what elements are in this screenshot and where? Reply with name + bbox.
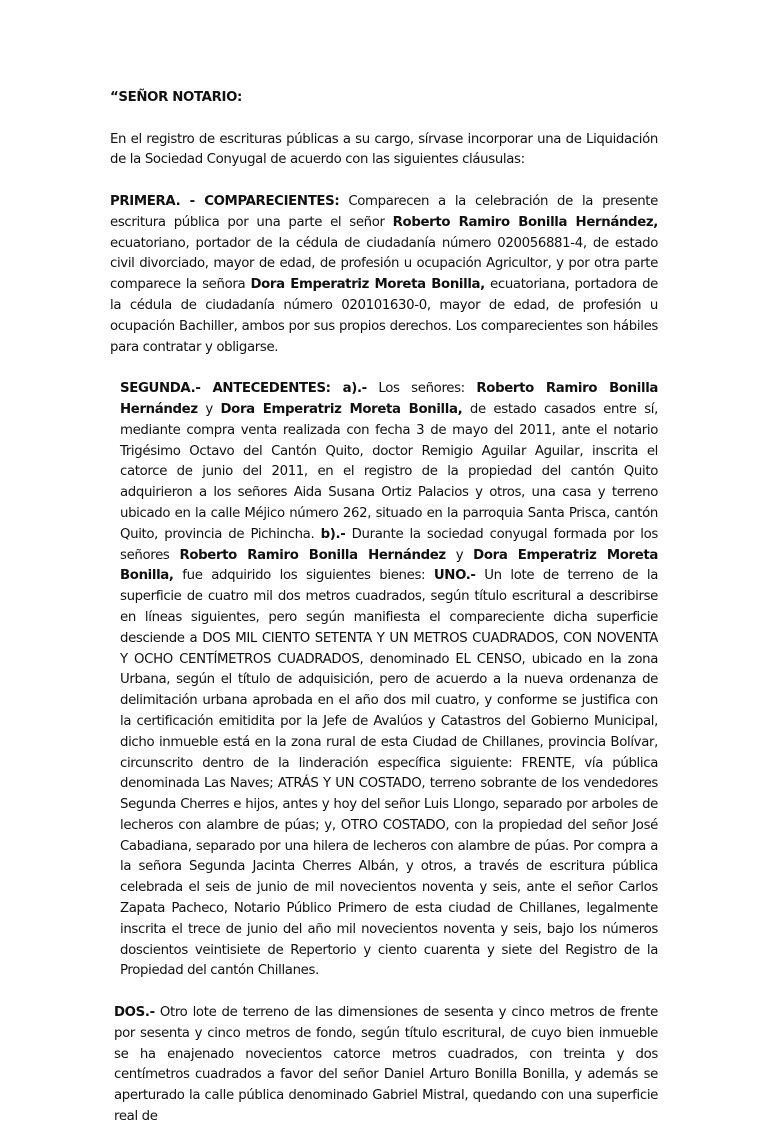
clause-text: Los señores: <box>366 381 477 397</box>
clause-text: fue adquirido los siguientes bienes: <box>173 568 434 584</box>
clause-primera-title: PRIMERA. - COMPARECIENTES: <box>110 193 340 209</box>
item-label: DOS.- <box>114 1005 155 1021</box>
party-name: Dora Emperatriz Moreta Bonilla, <box>120 547 659 584</box>
clause-text: Otro lote de terreno de las dimensiones de sesenta y cinco metros de frente por sesenta y cinco metros de fondo, según título escritural, de cuyo bien inmueble se ha enajenado novecientos catorce metros cuadrados, con treinta y dos centímetros cuadrados a favor del señor Daniel Arturo Bonilla Bonilla, y además se aperturado la calle pública denominado Gabriel Mistral, quedando con una superficie real de <box>114 1005 658 1125</box>
clause-segunda <box>110 379 658 982</box>
item-label: UNO.- <box>433 568 476 584</box>
clause-text: Comparecen a la celebración de la presente escritura pública por una parte el señor <box>110 193 658 230</box>
clause-text: y <box>445 547 474 563</box>
clause-text: Durante la sociedad conyugal formada por los señores <box>120 526 658 563</box>
party-name: Roberto Ramiro Bonilla Hernández <box>179 547 446 563</box>
clause-text: y <box>197 401 221 417</box>
clause-text: Un lote de terreno de la superficie de cuatro mil dos metros cuadrados, según título escritural a describirse en líneas siguientes, pero según manifiesta el compareciente dicha superficie desciende a DOS MIL CIENTO SETENTA Y UN METROS CUADRADOS, CON NOVENTA Y OCHO CENTÍMETROS CUADRADOS, denominado EL CENSO, ubicado en la zona Urbana, según el título de adquisición, pero de acuerdo a la nueva ordenanza de delimitación urbana aprobada en el año dos mil cuatro, y conforme se justifica con la certificación emitidita por la Jefe de Avalúos y Catastros del Gobierno Municipal, dicho inmueble está en la zona rural de esta Ciudad de Chillanes, provincia Bolívar, circunscrito dentro de la linderación específica siguiente: FRENTE, vía pública denominada Las Naves; ATRÁS Y UN COSTADO, terreno sobrante de los vendedores Segunda Cherres e hijos, antes y hoy del señor Luis Llongo, separado por arboles de lecheros con alambre de púas; y, OTRO COSTADO, con la propiedad del señor José Cabadiana, separado por una hilera de lecheros con alambre de púas. Por compra a la señora Segunda Jacinta Cherres Albán, y otros, a través de escritura pública celebrada el seis de junio de mil novecientos noventa y seis, ante el señor Carlos Zapata Pacheco, Notario Público Primero de esta ciudad de Chillanes, legalmente inscrita el trece de junio del año mil novecientos noventa y seis, bajo los números doscientos veintisiete de Repertorio y ciento cuarenta y siete del Registro de la Propiedad del cantón Chillanes. <box>120 568 658 979</box>
clause-text: ecuatoriano, portador de la cédula de ciudadanía número 020056881-4, de estado civil divorciado, mayor de edad, de profesión u ocupación Agricultor, y por otra parte comparece la señora <box>110 235 658 293</box>
clause-segunda-title: SEGUNDA.- ANTECEDENTES: a).- <box>120 381 367 397</box>
document-page <box>110 88 658 1128</box>
party-name: Dora Emperatriz Moreta Bonilla, <box>220 401 463 417</box>
party-name: Dora Emperatriz Moreta Bonilla, <box>250 277 485 293</box>
party-name: Roberto Ramiro Bonilla Hernández, <box>392 214 658 230</box>
document-heading: “SEÑOR NOTARIO: <box>110 90 243 105</box>
party-name: Roberto Ramiro Bonilla Hernández <box>120 381 659 417</box>
clause-dos <box>110 1003 658 1128</box>
clause-primera <box>110 192 658 358</box>
intro-paragraph: En el registro de escrituras públicas a su cargo, sírvase incorporar una de Liquidación de la Sociedad Conyugal de acuerdo con las siguientes cláusulas: <box>110 131 658 168</box>
clause-text: ecuatoriana, portadora de la cédula de ciudadanía número 020101630-0, mayor de edad, de profesión u ocupación Bachiller, ambos por sus propios derechos. Los comparecientes son hábiles para contratar y obligarse. <box>110 277 658 355</box>
clause-text: de estado casados entre sí, mediante compra venta realizada con fecha 3 de mayo del 2011, ante el notario Trigésimo Octavo del Cantón Quito, doctor Remigio Aguilar Aguilar, inscrita el catorce de junio del 2011, en el registro de la propiedad del cantón Quito adquirieron a los señores Aida Susana Ortiz Palacios y otros, una casa y terreno ubicado en la calle Méjico número 262, situado en la parroquia Santa Prisca, cantón Quito, provincia de Pichincha. <box>120 401 658 542</box>
subclause-label: b).- <box>320 526 346 542</box>
